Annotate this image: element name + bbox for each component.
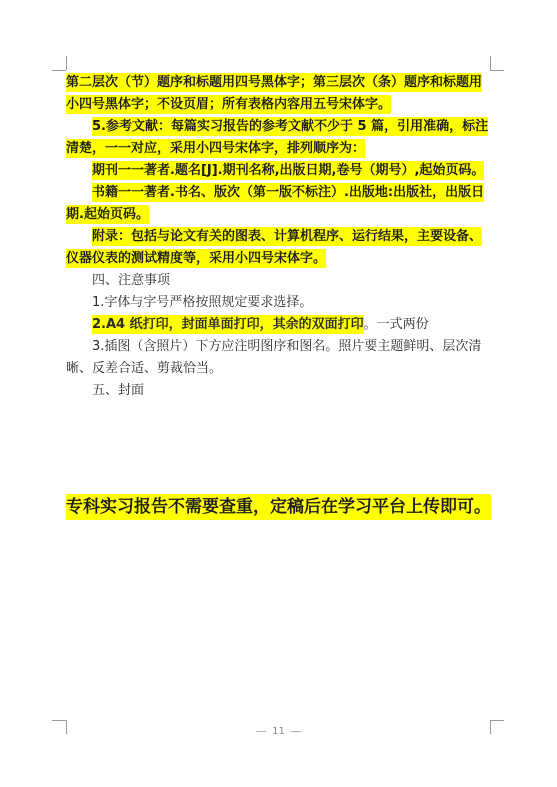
appendix-line1 <box>66 226 494 248</box>
highlighted-text: 小四号黑体字；不设页眉；所有表格内容用五号宋体字。 <box>66 97 392 112</box>
references-book-format-line1 <box>66 182 494 204</box>
highlighted-text: 第二层次（节）题序和标题用四号黑体字；第三层次（条）题序和标题用 <box>66 75 483 90</box>
paragraph-heading-format-line1 <box>66 72 494 94</box>
highlighted-text: 清楚，一一对应，采用小四号宋体字，排列顺序为： <box>66 141 366 156</box>
highlighted-text: 期.起始页码。 <box>66 207 149 222</box>
crop-mark-top-right-v <box>490 56 491 70</box>
references-journal-format <box>66 160 494 182</box>
crop-mark-bottom-right-h <box>490 720 504 721</box>
notice-item-3-line2: 晰、反差合适、剪裁恰当。 <box>66 361 223 376</box>
crop-mark-top-right-h <box>490 70 504 71</box>
notice-item-3-line1: 3.插图（含照片）下方应注明图序和图名。照片要主题鲜明、层次清 <box>92 339 482 354</box>
references-line2 <box>66 138 494 160</box>
highlighted-text: 5.参考文献：每篇实习报告的参考文献不少于 5 篇，引用准确，标注 <box>92 119 489 134</box>
plain-text: 。一式两份 <box>363 317 429 332</box>
plagiarism-notice <box>66 494 491 520</box>
paragraph-heading-format-line2 <box>66 94 494 116</box>
highlighted-text: 仪器仪表的测试精度等，采用小四号宋体字。 <box>66 251 327 266</box>
notice-item-2 <box>66 314 494 336</box>
highlighted-text: 期刊一一著者.题名[J].期刊名称,出版日期,卷号（期号）,起始页码。 <box>92 163 485 178</box>
notice-item-1: 1.字体与字号严格按照规定要求选择。 <box>92 295 313 310</box>
page-number: 11 <box>272 726 285 737</box>
highlighted-notice-text: 专科实习报告不需要查重，定稿后在学习平台上传即可。 <box>66 494 491 520</box>
appendix-line2 <box>66 248 494 270</box>
highlighted-text: 附录：包括与论文有关的图表、计算机程序、运行结果，主要设备、 <box>92 229 483 244</box>
footer-dash-right <box>291 731 301 732</box>
document-body <box>66 72 494 402</box>
crop-mark-top-left-v <box>66 56 67 70</box>
section4-heading: 四、注意事项 <box>92 273 171 288</box>
references-line1 <box>66 116 494 138</box>
crop-mark-bottom-left-h <box>52 720 66 721</box>
footer-dash-left <box>256 731 266 732</box>
highlighted-text: 2.A4 纸打印，封面单面打印，其余的双面打印 <box>92 317 364 332</box>
page-footer <box>0 726 557 737</box>
highlighted-text: 书籍一一著者.书名、版次（第一版不标注）.出版地:出版社，出版日 <box>92 185 485 200</box>
section5-heading: 五、封面 <box>92 383 145 398</box>
references-book-format-line2 <box>66 204 494 226</box>
crop-mark-top-left-h <box>52 70 66 71</box>
